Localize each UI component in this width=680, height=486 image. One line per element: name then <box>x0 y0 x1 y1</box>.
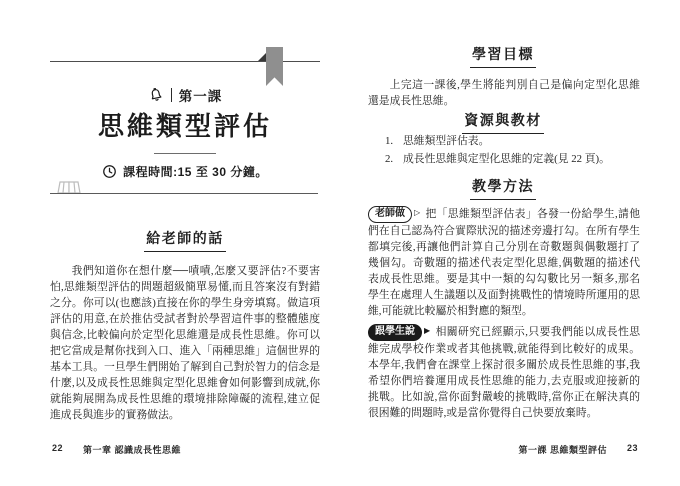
right-running-title: 第一課 思維類型評估 <box>518 445 607 455</box>
list-item-text: 成長性思維與定型化思維的定義(見 22 頁)。 <box>403 153 610 165</box>
materials-heading: 資源與教材 <box>368 110 638 134</box>
left-page-header-rule <box>50 193 318 194</box>
duration-row <box>50 163 320 180</box>
open-book-icon <box>56 179 83 200</box>
right-page-number: 23 <box>626 443 638 453</box>
teacher-action-text: 把「思維類型評估表」各發一份給學生,請他們在自己認為符合實際狀況的描述旁邊打勾。在所有學生都填完後,再讓他們計算自己分別在奇數題與偶數題打了幾個勾。奇數題的描述代表定型化思維,偶數題的描述代表成長性思維。要是其中一類的勾勾數比另一類多,那名學生在處理人生議題以及面對挑戰性的情境時所運用的思維,可能就比較屬於相對應的類型。 <box>368 207 640 317</box>
student-script-text: 相關研究已經顯示,只要我們能以成長性思維完成學校作業或者其他挑戰,就能得到比較好的成果。本學年,我們會在課堂上探討很多關於成長性思維的事,我希望你們培養運用成長性思維的能力,去克服或迎接新的挑戰。比如說,當你面對嚴峻的挑戰時,當你正在解決真的很困難的問題時,或是當你覺得自己快要放棄時。 <box>368 325 640 419</box>
speech-arrow-icon: ▷ <box>414 207 421 217</box>
clock-icon <box>102 164 117 179</box>
materials-list <box>385 132 641 168</box>
objectives-heading: 學習目標 <box>368 44 638 68</box>
student-script-paragraph <box>368 323 640 421</box>
list-item-number: 1. <box>385 135 394 147</box>
left-page-number: 22 <box>52 443 64 453</box>
duration-text: 課程時間:15 至 30 分鐘。 <box>123 165 268 179</box>
lesson-number-label: 第一課 <box>178 89 223 104</box>
list-item <box>385 150 641 168</box>
teacher-note-heading: 給老師的話 <box>50 228 320 252</box>
list-item-number: 2. <box>385 153 394 165</box>
left-footer <box>52 443 181 456</box>
bell-icon <box>146 86 165 105</box>
title-divider <box>154 153 216 154</box>
speech-arrow-filled-icon: ▶ <box>424 325 431 335</box>
bookmark-fold <box>258 53 266 61</box>
teacher-action-tag: 老師做 <box>368 206 412 223</box>
lesson-label-row <box>50 86 320 104</box>
objectives-paragraph: 上完這一課後,學生將能判別自己是偏向定型化思維還是成長性思維。 <box>368 78 640 107</box>
list-item <box>385 132 641 150</box>
list-item-text: 思維類型評估表。 <box>403 135 490 147</box>
methods-heading: 教學方法 <box>368 176 638 200</box>
teacher-action-paragraph <box>368 205 640 319</box>
label-divider <box>171 88 172 102</box>
bookmark-ribbon-icon <box>266 47 283 86</box>
student-script-tag: 跟學生說 <box>368 324 422 341</box>
teacher-note-paragraph: 我們知道你在想什麼──嘖嘖,怎麼又要評估?不要害怕,思維類型評估的問題超級簡單易懂,而且答案沒有對錯之分。你可以(也應該)直接在你的學生身旁填寫。做這項評估的用意,在於推估受試者對於學習這件事的整體態度與信念,比較偏向於定型化思維還是成長性思維。你可以把它當成是幫你找到入口、進入「兩種思維」這個世界的基本工具。一旦學生們開始了解到自己對於智力的信念是什麼,以及成長性思維與定型化思維會如何影響到成就,你就能夠展開為成長性思維的環境排除障礙的流程,建立促進成長與進步的實務做法。 <box>50 264 320 421</box>
right-footer <box>518 443 638 456</box>
left-running-title: 第一章 認識成長性思維 <box>83 445 182 455</box>
page-title: 思維類型評估 <box>97 111 272 141</box>
